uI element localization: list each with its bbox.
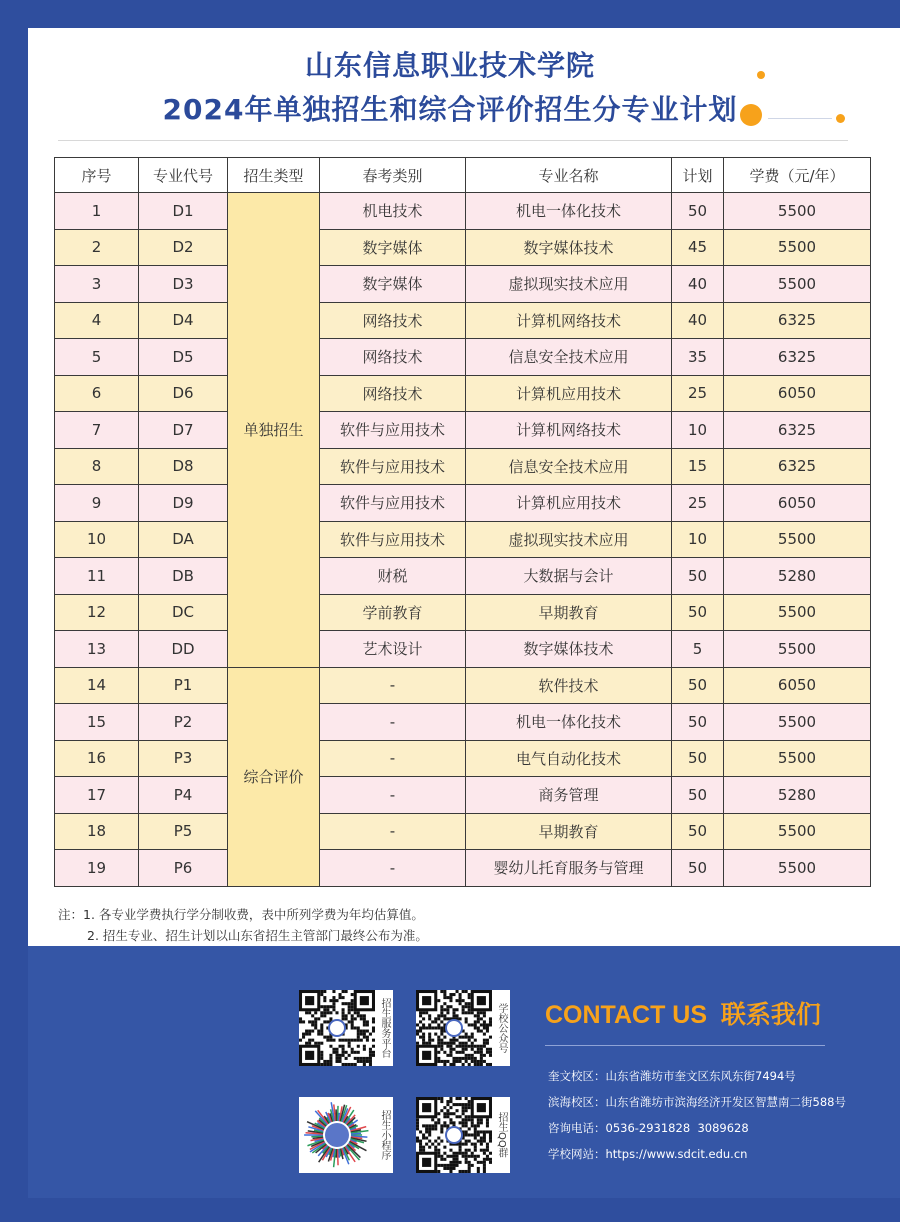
table-row [55, 558, 871, 595]
column-header: 春考类别 [320, 158, 466, 193]
cell-major-name: 软件技术 [466, 667, 672, 704]
cell-major-name: 计算机网络技术 [466, 412, 672, 449]
cell-tuition: 5500 [724, 740, 871, 777]
cell-major-code: D7 [139, 412, 228, 449]
cell-major-name: 信息安全技术应用 [466, 448, 672, 485]
cell-plan: 50 [672, 740, 724, 777]
table-row [55, 521, 871, 558]
table-row [55, 193, 871, 230]
cell-number: 18 [55, 813, 139, 850]
cell-major-name: 电气自动化技术 [466, 740, 672, 777]
qr-label: 招生QQ群 [492, 1097, 510, 1173]
enrollment-plan-table [54, 157, 871, 887]
note-1: 注：1. 各专业学费执行学分制收费，表中所列学费为年均估算值。 [58, 907, 424, 922]
cell-plan: 45 [672, 229, 724, 266]
page-subtitle: 2024年单独招生和综合评价招生分专业计划 [162, 93, 738, 126]
cell-number: 14 [55, 667, 139, 704]
cell-major-code: DA [139, 521, 228, 558]
cell-tuition: 5500 [724, 193, 871, 230]
column-header: 专业名称 [466, 158, 672, 193]
cell-plan: 50 [672, 850, 724, 887]
cell-major-code: D1 [139, 193, 228, 230]
cell-major-name: 商务管理 [466, 777, 672, 814]
cell-major-name: 机电一体化技术 [466, 704, 672, 741]
cell-major-code: P4 [139, 777, 228, 814]
cell-plan: 50 [672, 704, 724, 741]
cell-number: 7 [55, 412, 139, 449]
cell-number: 3 [55, 266, 139, 303]
table-body [55, 193, 871, 887]
cell-plan: 50 [672, 813, 724, 850]
contact-phone: 咨询电话：0536-2931828 3089628 [548, 1121, 749, 1135]
cell-tuition: 6325 [724, 302, 871, 339]
cell-plan: 40 [672, 266, 724, 303]
cell-spring-category: 学前教育 [320, 594, 466, 631]
cell-spring-category: 机电技术 [320, 193, 466, 230]
cell-plan: 10 [672, 412, 724, 449]
cell-plan: 35 [672, 339, 724, 376]
table-row [55, 375, 871, 412]
table-row [55, 229, 871, 266]
cell-number: 9 [55, 485, 139, 522]
cell-spring-category: 网络技术 [320, 302, 466, 339]
campus-binhai: 滨海校区：山东省潍坊市滨海经济开发区智慧南二街588号 [548, 1095, 846, 1109]
table-row [55, 302, 871, 339]
table-row [55, 813, 871, 850]
cell-major-code: DC [139, 594, 228, 631]
cell-number: 12 [55, 594, 139, 631]
cell-number: 1 [55, 193, 139, 230]
cell-plan: 50 [672, 558, 724, 595]
cell-major-name: 虚拟现实技术应用 [466, 266, 672, 303]
table-row [55, 412, 871, 449]
decor-dot-icon [836, 114, 845, 123]
cell-tuition: 5500 [724, 704, 871, 741]
cell-major-name: 计算机应用技术 [466, 485, 672, 522]
cell-spring-category: - [320, 740, 466, 777]
cell-spring-category: 数字媒体 [320, 229, 466, 266]
cell-plan: 50 [672, 777, 724, 814]
cell-number: 11 [55, 558, 139, 595]
column-header: 专业代号 [139, 158, 228, 193]
table-row [55, 667, 871, 704]
cell-plan: 25 [672, 375, 724, 412]
cell-number: 19 [55, 850, 139, 887]
title-divider [58, 140, 848, 141]
cell-spring-category: 数字媒体 [320, 266, 466, 303]
cell-plan: 5 [672, 631, 724, 668]
cell-major-code: P1 [139, 667, 228, 704]
cell-spring-category: - [320, 813, 466, 850]
cell-plan: 50 [672, 193, 724, 230]
cell-major-name: 信息安全技术应用 [466, 339, 672, 376]
cell-major-name: 虚拟现实技术应用 [466, 521, 672, 558]
cell-number: 17 [55, 777, 139, 814]
cell-spring-category: - [320, 850, 466, 887]
cell-spring-category: 艺术设计 [320, 631, 466, 668]
cell-number: 4 [55, 302, 139, 339]
table-row [55, 594, 871, 631]
cell-major-code: D5 [139, 339, 228, 376]
cell-number: 2 [55, 229, 139, 266]
contact-divider [545, 1045, 825, 1046]
decor-dot-icon [757, 71, 765, 79]
cell-major-name: 早期教育 [466, 813, 672, 850]
cell-plan: 50 [672, 667, 724, 704]
cell-spring-category: - [320, 777, 466, 814]
cell-major-code: P6 [139, 850, 228, 887]
cell-number: 15 [55, 704, 139, 741]
cell-plan: 10 [672, 521, 724, 558]
cell-number: 5 [55, 339, 139, 376]
cell-major-name: 计算机网络技术 [466, 302, 672, 339]
table-row [55, 740, 871, 777]
cell-tuition: 6050 [724, 485, 871, 522]
decor-circle-icon [740, 104, 762, 126]
cell-spring-category: 软件与应用技术 [320, 485, 466, 522]
cell-tuition: 6325 [724, 412, 871, 449]
cell-tuition: 5500 [724, 594, 871, 631]
cell-tuition: 5500 [724, 813, 871, 850]
cell-major-code: P2 [139, 704, 228, 741]
column-header: 序号 [55, 158, 139, 193]
note-2: 2. 招生专业、招生计划以山东省招生主管部门最终公布为准。 [87, 928, 428, 943]
cell-admission-type: 综合评价 [228, 667, 320, 886]
notes [58, 904, 428, 946]
qr-code-icon [416, 1097, 492, 1173]
cell-major-code: D2 [139, 229, 228, 266]
cell-plan: 25 [672, 485, 724, 522]
decor-line [768, 118, 832, 119]
cell-major-code: D6 [139, 375, 228, 412]
mini-program-code-icon [299, 1097, 375, 1173]
cell-tuition: 5500 [724, 631, 871, 668]
campus-kuiwen: 奎文校区：山东省潍坊市奎文区东风东街7494号 [548, 1069, 796, 1083]
table-row [55, 266, 871, 303]
cell-major-name: 婴幼儿托育服务与管理 [466, 850, 672, 887]
cell-number: 16 [55, 740, 139, 777]
table-row [55, 339, 871, 376]
cell-admission-type: 单独招生 [228, 193, 320, 668]
cell-major-name: 计算机应用技术 [466, 375, 672, 412]
table-row [55, 777, 871, 814]
cell-major-name: 数字媒体技术 [466, 229, 672, 266]
page-title: 山东信息职业技术学院 [304, 49, 595, 82]
cell-tuition: 6325 [724, 448, 871, 485]
qr-code-icon [416, 990, 492, 1066]
school-website[interactable]: 学校网站：https://www.sdcit.edu.cn [548, 1147, 748, 1161]
table-header-row [55, 158, 871, 193]
cell-tuition: 5500 [724, 521, 871, 558]
column-header: 学费（元/年） [724, 158, 871, 193]
qr-label: 招生服务平台 [375, 990, 393, 1066]
cell-tuition: 6050 [724, 375, 871, 412]
table-row [55, 631, 871, 668]
cell-plan: 50 [672, 594, 724, 631]
cell-major-name: 机电一体化技术 [466, 193, 672, 230]
qr-label: 招生小程序 [375, 1097, 393, 1173]
cell-major-code: P3 [139, 740, 228, 777]
table-row [55, 448, 871, 485]
column-header: 招生类型 [228, 158, 320, 193]
cell-major-code: D3 [139, 266, 228, 303]
cell-major-code: P5 [139, 813, 228, 850]
cell-major-code: DB [139, 558, 228, 595]
cell-major-name: 早期教育 [466, 594, 672, 631]
table-row [55, 850, 871, 887]
cell-tuition: 5500 [724, 266, 871, 303]
cell-major-code: DD [139, 631, 228, 668]
cell-major-code: D4 [139, 302, 228, 339]
cell-tuition: 5500 [724, 850, 871, 887]
table-row [55, 485, 871, 522]
cell-spring-category: - [320, 667, 466, 704]
cell-spring-category: 软件与应用技术 [320, 521, 466, 558]
cell-number: 8 [55, 448, 139, 485]
cell-spring-category: 网络技术 [320, 339, 466, 376]
table-row [55, 704, 871, 741]
contact-heading: CONTACT US 联系我们 [545, 1001, 821, 1029]
cell-spring-category: 软件与应用技术 [320, 448, 466, 485]
qr-label: 学校公众号 [492, 990, 510, 1066]
cell-spring-category: 网络技术 [320, 375, 466, 412]
cell-tuition: 5280 [724, 558, 871, 595]
cell-spring-category: 软件与应用技术 [320, 412, 466, 449]
column-header: 计划 [672, 158, 724, 193]
cell-major-code: D9 [139, 485, 228, 522]
cell-plan: 15 [672, 448, 724, 485]
cell-tuition: 5280 [724, 777, 871, 814]
cell-tuition: 6325 [724, 339, 871, 376]
cell-number: 13 [55, 631, 139, 668]
cell-spring-category: - [320, 704, 466, 741]
cell-tuition: 5500 [724, 229, 871, 266]
cell-number: 10 [55, 521, 139, 558]
cell-tuition: 6050 [724, 667, 871, 704]
cell-spring-category: 财税 [320, 558, 466, 595]
qr-code-icon [299, 990, 375, 1066]
cell-major-name: 数字媒体技术 [466, 631, 672, 668]
cell-major-code: D8 [139, 448, 228, 485]
cell-major-name: 大数据与会计 [466, 558, 672, 595]
cell-plan: 40 [672, 302, 724, 339]
cell-number: 6 [55, 375, 139, 412]
